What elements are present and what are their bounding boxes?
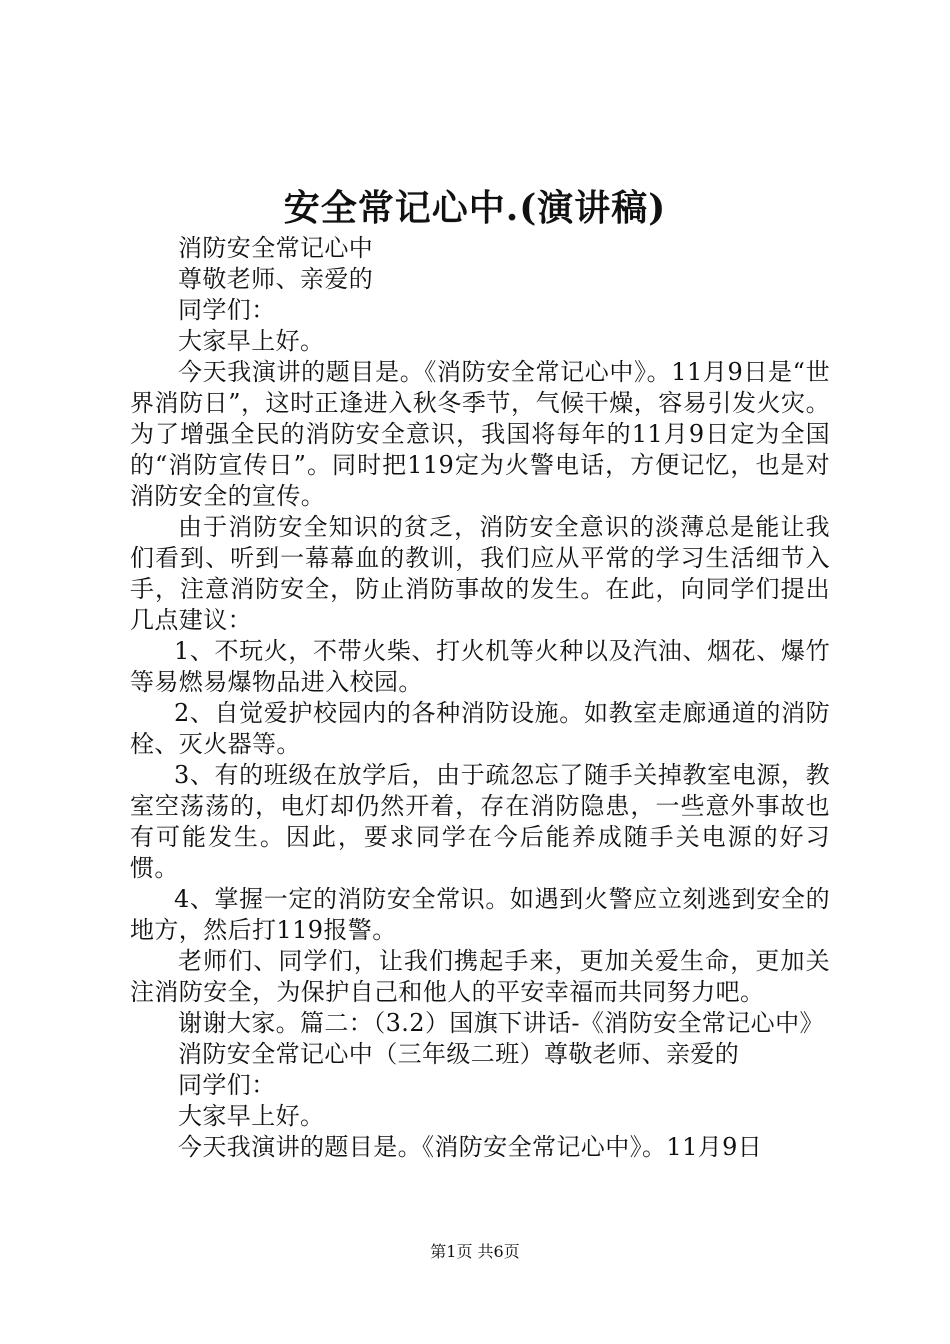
page-footer: 第1页 共6页 xyxy=(430,1242,520,1261)
paragraph: 同学们： xyxy=(178,296,276,324)
paragraph: 老师们、同学们，让我们携起手来，更加关爱生命，更加关注消防安全，为保护自己和他人的平安幸福而共同努力吧。 xyxy=(130,947,830,1006)
paragraph: 由于消防安全知识的贫乏，消防安全意识的淡薄总是能让我们看到、听到一幕幕血的教训，我们应从平常的学习生活细节入手，注意消防安全，防止消防事故的发生。在此，向同学们提出几点建议： xyxy=(130,513,830,634)
paragraph: 大家早上好。 xyxy=(178,327,325,355)
paragraph: 大家早上好。 xyxy=(178,1102,325,1130)
paragraph: 同学们： xyxy=(178,1071,276,1099)
document-body xyxy=(130,233,830,1163)
document-title: 安全常记心中.(演讲稿) xyxy=(283,187,667,229)
paragraph: 3、有的班级在放学后，由于疏忽忘了随手关掉教室电源，教室空荡荡的，电灯却仍然开着，存在消防隐患，一些意外事故也有可能发生。因此，要求同学在今后能养成随手关电源的好习惯。 xyxy=(130,761,830,882)
paragraph: 消防安全常记心中（三年级二班）尊敬老师、亲爱的 xyxy=(178,1040,740,1068)
paragraph: 1、不玩火，不带火柴、打火机等火种以及汽油、烟花、爆竹等易燃易爆物品进入校园。 xyxy=(130,637,830,696)
paragraph: 谢谢大家。篇二：（3.2）国旗下讲话-《消防安全常记心中》 xyxy=(178,1009,824,1037)
paragraph: 2、自觉爱护校园内的各种消防设施。如教室走廊通道的消防栓、灭火器等。 xyxy=(130,699,830,758)
paragraph: 今天我演讲的题目是。《消防安全常记心中》。11月9日是“世界消防日”，这时正逢进入秋冬季节，气候干燥，容易引发火灾。为了增强全民的消防安全意识，我国将每年的11月9日定为全国的“消防宣传日”。同时把119定为火警电话，方便记忆，也是对消防安全的宣传。 xyxy=(130,358,830,510)
paragraph: 尊敬老师、亲爱的 xyxy=(178,265,374,293)
paragraph: 今天我演讲的题目是。《消防安全常记心中》。11月9日 xyxy=(178,1133,763,1161)
paragraph: 消防安全常记心中 xyxy=(178,234,374,262)
paragraph: 4、掌握一定的消防安全常识。如遇到火警应立刻逃到安全的地方，然后打119报警。 xyxy=(130,885,830,944)
